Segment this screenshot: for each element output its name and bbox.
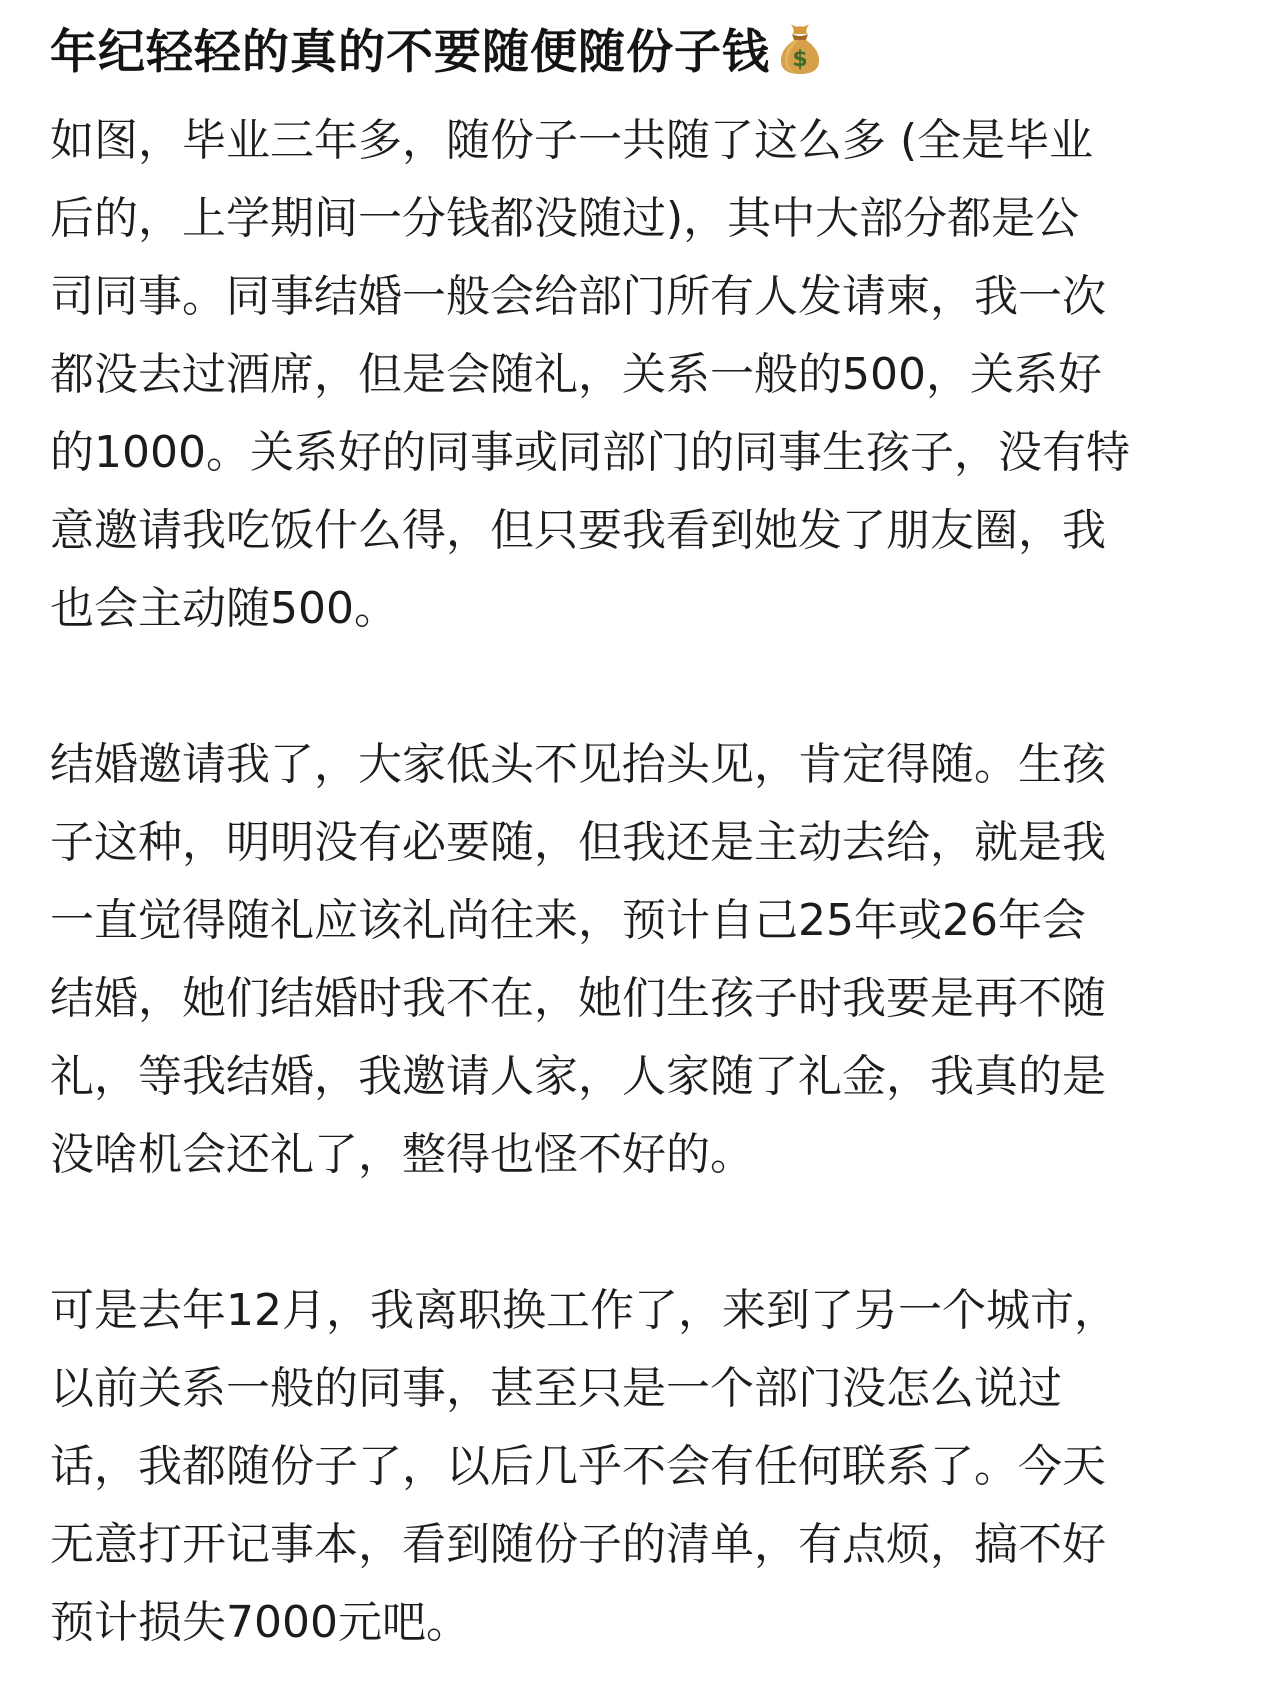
post-title: 年纪轻轻的真的不要随便随份子钱 <box>50 24 770 80</box>
paragraph-line: 结婚，她们结婚时我不在，她们生孩子时我要是再不随 <box>50 973 1106 1024</box>
paragraph-line: 话，我都随份子了，以后几乎不会有任何联系了。今天 <box>50 1441 1106 1492</box>
paragraph-line: 司同事。同事结婚一般会给部门所有人发请柬，我一次 <box>50 271 1106 322</box>
paragraph-line: 可是去年12月，我离职换工作了，来到了另一个城市， <box>50 1285 1118 1336</box>
paragraph-line: 都没去过酒席，但是会随礼，关系一般的500，关系好 <box>50 349 1102 400</box>
paragraph-line: 以前关系一般的同事，甚至只是一个部门没怎么说过 <box>50 1363 1062 1414</box>
paragraph-line: 没啥机会还礼了，整得也怪不好的。 <box>50 1129 754 1180</box>
paragraph-line: 后的，上学期间一分钱都没随过)，其中大部分都是公 <box>50 193 1080 244</box>
paragraph-line: 的1000。关系好的同事或同部门的同事生孩子，没有特 <box>50 427 1130 478</box>
paragraph-line: 无意打开记事本，看到随份子的清单，有点烦，搞不好 <box>50 1519 1106 1570</box>
paragraph-line: 礼，等我结婚，我邀请人家，人家随了礼金，我真的是 <box>50 1051 1106 1102</box>
moneybag-icon <box>776 20 824 76</box>
svg-text:$: $ <box>792 47 808 72</box>
paragraph-line: 结婚邀请我了，大家低头不见抬头见，肯定得随。生孩 <box>50 739 1106 790</box>
paragraph-2 <box>50 726 1230 1194</box>
paragraph-line: 意邀请我吃饭什么得，但只要我看到她发了朋友圈，我 <box>50 505 1106 556</box>
paragraph-line: 一直觉得随礼应该礼尚往来，预计自己25年或26年会 <box>50 895 1086 946</box>
paragraph-line: 也会主动随500。 <box>50 583 398 634</box>
paragraph-1 <box>50 102 1230 648</box>
paragraph-3 <box>50 1272 1230 1662</box>
paragraph-line: 如图，毕业三年多，随份子一共随了这么多 (全是毕业 <box>50 115 1094 166</box>
paragraph-line: 子这种，明明没有必要随，但我还是主动去给，就是我 <box>50 817 1106 868</box>
paragraph-line: 预计损失7000元吧。 <box>50 1597 470 1648</box>
post <box>50 0 1230 1662</box>
post-title-row <box>50 0 1230 96</box>
